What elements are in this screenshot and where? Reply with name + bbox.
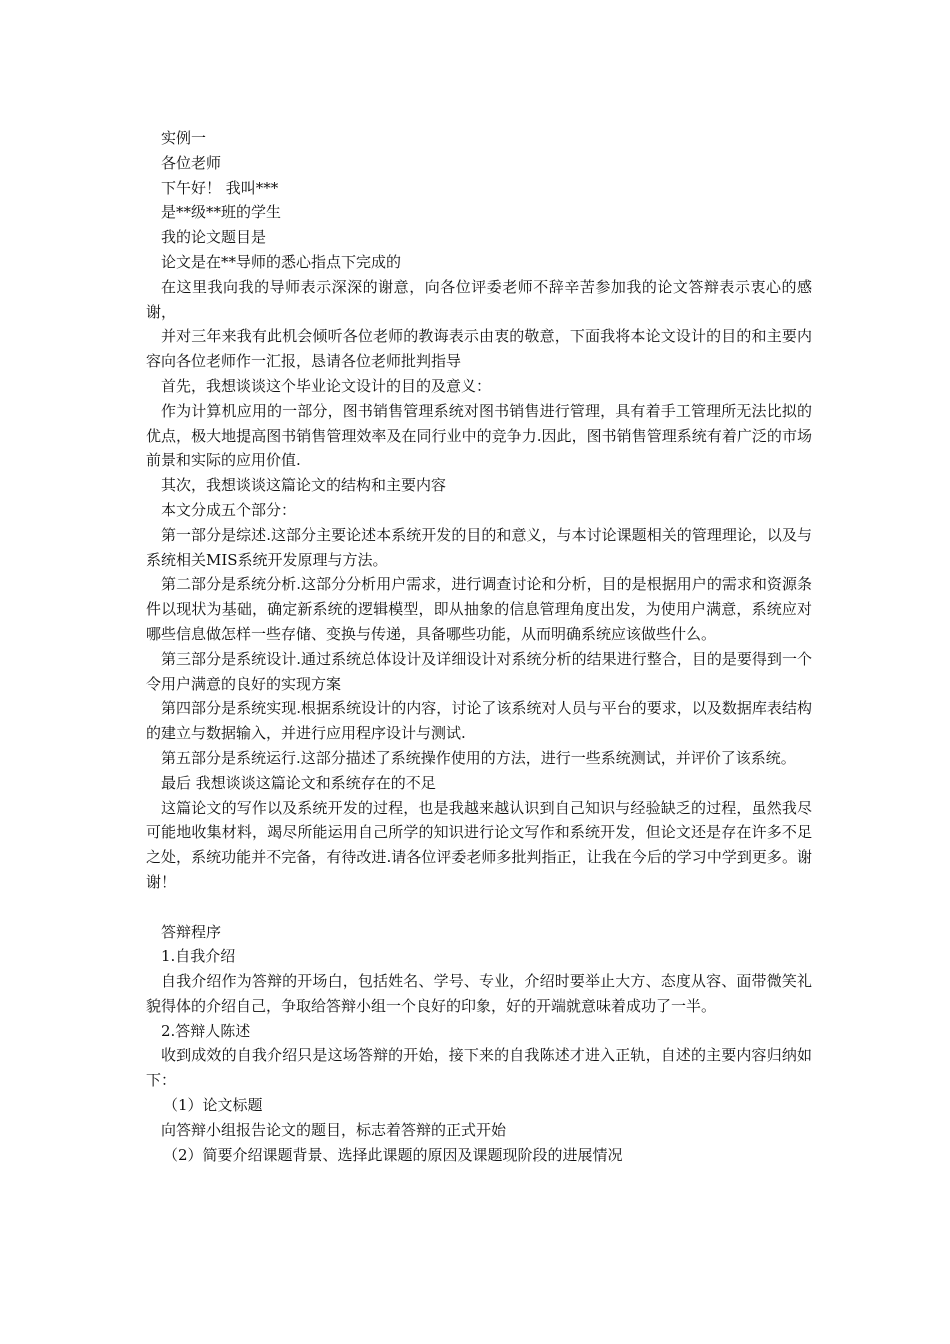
subsection-heading: （1）论文标题 [163, 1096, 263, 1115]
paragraph: 第二部分是系统分析.这部分分析用户需求，进行调查讨论和分析，目的是根据用户的需求和资源条件以现状为基础，确定新系统的逻辑模型，即从抽象的信息管理角度出发，为使用户满意，系统应对哪些信息做怎样一些存储、变换与传递，具备哪些功能，从而明确系统应该做些什么。 [146, 575, 812, 643]
paragraph: 这篇论文的写作以及系统开发的过程，也是我越来越认识到自己知识与经验缺乏的过程，虽然我尽可能地收集材料，竭尽所能运用自己所学的知识进行论文写作和系统开发，但论文还是存在许多不足之处，系统功能并不完备，有待改进.请各位评委老师多批判指正，让我在今后的学习中学到更多。谢谢！ [146, 798, 812, 891]
greeting-line: 是**级**班的学生 [161, 203, 282, 222]
paragraph: 自我介绍作为答辩的开场白，包括姓名、学号、专业，介绍时要举止大方、态度从容、面带微笑礼貌得体的介绍自己，争取给答辩小组一个良好的印象，好的开端就意味着成功了一半。 [146, 972, 812, 1015]
example-title: 实例一 [161, 129, 207, 147]
section-heading: 2.答辩人陈述 [161, 1021, 251, 1040]
paragraph: 在这里我向我的导师表示深深的谢意，向各位评委老师不辞辛苦参加我的论文答辩表示衷心的感谢， [146, 277, 812, 321]
document-page [146, 126, 812, 1167]
greeting-line: 论文是在**导师的悉心指点下完成的 [161, 252, 402, 271]
paragraph: 本文分成五个部分： [161, 500, 297, 519]
paragraph: 第一部分是综述.这部分主要论述本系统开发的目的和意义，与本讨论课题相关的管理理论，以及与系统相关MIS系统开发原理与方法。 [146, 525, 812, 569]
greeting-line: 我的论文题目是 [161, 228, 267, 247]
section-heading: 1.自我介绍 [161, 947, 236, 966]
paragraph: 作为计算机应用的一部分，图书销售管理系统对图书销售进行管理，具有着手工管理所无法比拟的优点，极大地提高图书销售管理效率及在同行业中的竞争力.因此，图书销售管理系统有着广泛的市场前景和实际的应用价值. [146, 401, 812, 470]
paragraph: 首先，我想谈谈这个毕业论文设计的目的及意义： [161, 376, 492, 395]
greeting-line: 下午好！ 我叫*** [161, 178, 279, 197]
section-spacer [146, 895, 812, 920]
paragraph: 其次，我想谈谈这篇论文的结构和主要内容 [161, 476, 447, 495]
paragraph: 第三部分是系统设计.通过系统总体设计及详细设计对系统分析的结果进行整合，目的是要得到一个令用户满意的良好的实现方案 [146, 649, 812, 693]
subsection-heading: （2）简要介绍课题背景、选择此课题的原因及课题现阶段的进展情况 [163, 1145, 623, 1164]
paragraph: 第五部分是系统运行.这部分描述了系统操作使用的方法，进行一些系统测试，并评价了该系统。 [161, 748, 796, 767]
paragraph: 第四部分是系统实现.根据系统设计的内容，讨论了该系统对人员与平台的要求，以及数据库表结构的建立与数据输入，并进行应用程序设计与测试. [146, 699, 812, 743]
procedure-title: 答辩程序 [161, 922, 222, 941]
paragraph: 收到成效的自我介绍只是这场答辩的开始，接下来的自我陈述才进入正轨，自述的主要内容归纳如下： [146, 1046, 812, 1090]
greeting-line: 各位老师 [161, 153, 222, 172]
paragraph: 最后 我想谈谈这篇论文和系统存在的不足 [161, 773, 436, 792]
paragraph: 并对三年来我有此机会倾听各位老师的教诲表示由衷的敬意，下面我将本论文设计的目的和主要内容向各位老师作一汇报，恳请各位老师批判指导 [146, 327, 812, 371]
paragraph: 向答辩小组报告论文的题目，标志着答辩的正式开始 [161, 1120, 507, 1139]
